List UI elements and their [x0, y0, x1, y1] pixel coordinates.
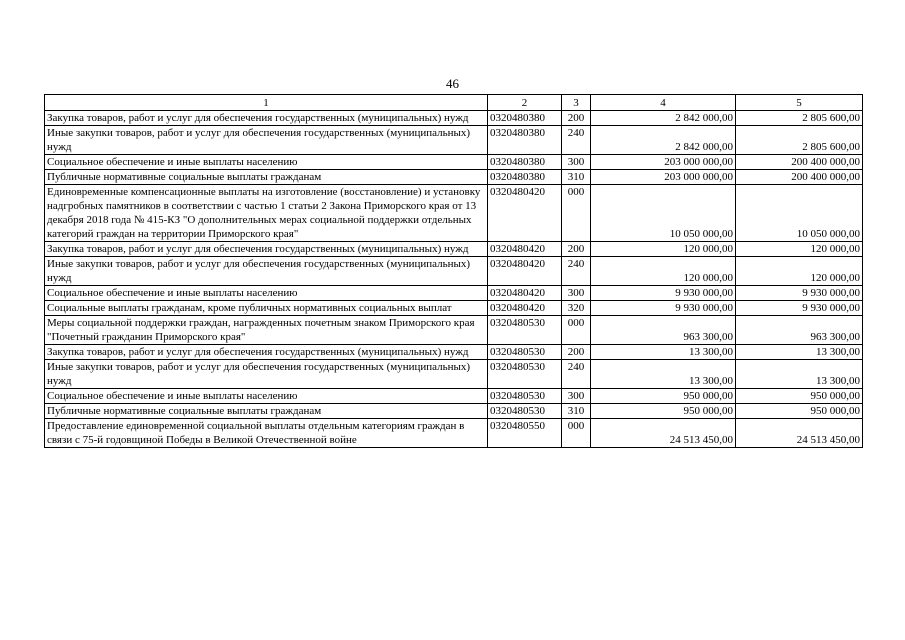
row-name: Закупка товаров, работ и услуг для обеспечения государственных (муниципальных) нужд	[45, 345, 488, 360]
budget-code: 0320480550	[488, 419, 562, 448]
table-row	[45, 316, 863, 345]
amount-col4: 950 000,00	[591, 389, 736, 404]
amount-col5: 950 000,00	[736, 389, 863, 404]
amount-col5: 10 050 000,00	[736, 185, 863, 242]
row-name: Предоставление единовременной социальной выплаты отдельным категориям граждан в связи с 75-й годовщиной Победы в Великой Отечественной войне	[45, 419, 488, 448]
amount-col4: 2 842 000,00	[591, 111, 736, 126]
amount-col5: 2 805 600,00	[736, 126, 863, 155]
amount-col4: 13 300,00	[591, 345, 736, 360]
budget-code: 0320480530	[488, 360, 562, 389]
expense-type: 240	[562, 360, 591, 389]
amount-col5: 200 400 000,00	[736, 170, 863, 185]
expense-type: 200	[562, 111, 591, 126]
expense-type: 310	[562, 404, 591, 419]
expense-type: 300	[562, 286, 591, 301]
expense-type: 310	[562, 170, 591, 185]
budget-code: 0320480420	[488, 242, 562, 257]
amount-col4: 2 842 000,00	[591, 126, 736, 155]
expense-type: 320	[562, 301, 591, 316]
header-cell: 1	[45, 95, 488, 111]
amount-col4: 950 000,00	[591, 404, 736, 419]
expense-type: 000	[562, 316, 591, 345]
budget-code: 0320480380	[488, 126, 562, 155]
amount-col5: 9 930 000,00	[736, 301, 863, 316]
row-name: Единовременные компенсационные выплаты на изготовление (восстановление) и установку надгробных памятников в соответствии с частью 1 статьи 2 Закона Приморского края от 13 декабря 2018 года № 415-КЗ "О дополнительных мерах социальной поддержки отдельных категорий граждан на территории Приморского края"	[45, 185, 488, 242]
budget-code: 0320480420	[488, 286, 562, 301]
amount-col4: 120 000,00	[591, 242, 736, 257]
row-name: Социальное обеспечение и иные выплаты населению	[45, 389, 488, 404]
row-name: Социальное обеспечение и иные выплаты населению	[45, 286, 488, 301]
table-row	[45, 155, 863, 170]
amount-col5: 120 000,00	[736, 242, 863, 257]
header-cell: 4	[591, 95, 736, 111]
table-row	[45, 170, 863, 185]
amount-col4: 10 050 000,00	[591, 185, 736, 242]
amount-col4: 203 000 000,00	[591, 155, 736, 170]
budget-code: 0320480380	[488, 170, 562, 185]
row-name: Меры социальной поддержки граждан, награжденных почетным знаком Приморского края "Почетный гражданин Приморского края"	[45, 316, 488, 345]
expense-type: 240	[562, 126, 591, 155]
table-row	[45, 286, 863, 301]
table-row	[45, 404, 863, 419]
expense-type: 000	[562, 419, 591, 448]
budget-code: 0320480530	[488, 389, 562, 404]
amount-col5: 120 000,00	[736, 257, 863, 286]
amount-col4: 9 930 000,00	[591, 301, 736, 316]
amount-col5: 13 300,00	[736, 360, 863, 389]
amount-col5: 9 930 000,00	[736, 286, 863, 301]
amount-col5: 2 805 600,00	[736, 111, 863, 126]
header-cell: 2	[488, 95, 562, 111]
amount-col4: 203 000 000,00	[591, 170, 736, 185]
table-row	[45, 345, 863, 360]
row-name: Социальные выплаты гражданам, кроме публичных нормативных социальных выплат	[45, 301, 488, 316]
expense-type: 200	[562, 345, 591, 360]
table-row	[45, 419, 863, 448]
expense-type: 240	[562, 257, 591, 286]
expense-type: 200	[562, 242, 591, 257]
expense-type: 000	[562, 185, 591, 242]
budget-code: 0320480380	[488, 111, 562, 126]
table-row	[45, 126, 863, 155]
amount-col4: 24 513 450,00	[591, 419, 736, 448]
table-row	[45, 301, 863, 316]
table-row	[45, 242, 863, 257]
budget-table	[44, 94, 863, 448]
amount-col5: 24 513 450,00	[736, 419, 863, 448]
page-number: 46	[446, 76, 459, 91]
amount-col5: 963 300,00	[736, 316, 863, 345]
amount-col4: 963 300,00	[591, 316, 736, 345]
header-cell: 3	[562, 95, 591, 111]
row-name: Публичные нормативные социальные выплаты гражданам	[45, 170, 488, 185]
amount-col5: 200 400 000,00	[736, 155, 863, 170]
table-row	[45, 257, 863, 286]
budget-code: 0320480420	[488, 301, 562, 316]
row-name: Публичные нормативные социальные выплаты гражданам	[45, 404, 488, 419]
amount-col4: 13 300,00	[591, 360, 736, 389]
budget-code: 0320480530	[488, 316, 562, 345]
table-row	[45, 360, 863, 389]
amount-col4: 9 930 000,00	[591, 286, 736, 301]
row-name: Социальное обеспечение и иные выплаты населению	[45, 155, 488, 170]
table-row	[45, 111, 863, 126]
amount-col5: 13 300,00	[736, 345, 863, 360]
amount-col4: 120 000,00	[591, 257, 736, 286]
header-row	[45, 95, 863, 111]
row-name: Иные закупки товаров, работ и услуг для обеспечения государственных (муниципальных) нужд	[45, 126, 488, 155]
expense-type: 300	[562, 155, 591, 170]
budget-code: 0320480420	[488, 257, 562, 286]
table-row	[45, 185, 863, 242]
budget-code: 0320480530	[488, 404, 562, 419]
budget-code: 0320480420	[488, 185, 562, 242]
row-name: Закупка товаров, работ и услуг для обеспечения государственных (муниципальных) нужд	[45, 111, 488, 126]
row-name: Иные закупки товаров, работ и услуг для обеспечения государственных (муниципальных) нужд	[45, 360, 488, 389]
table-row	[45, 389, 863, 404]
row-name: Закупка товаров, работ и услуг для обеспечения государственных (муниципальных) нужд	[45, 242, 488, 257]
budget-code: 0320480380	[488, 155, 562, 170]
amount-col5: 950 000,00	[736, 404, 863, 419]
row-name: Иные закупки товаров, работ и услуг для обеспечения государственных (муниципальных) нужд	[45, 257, 488, 286]
budget-code: 0320480530	[488, 345, 562, 360]
expense-type: 300	[562, 389, 591, 404]
header-cell: 5	[736, 95, 863, 111]
